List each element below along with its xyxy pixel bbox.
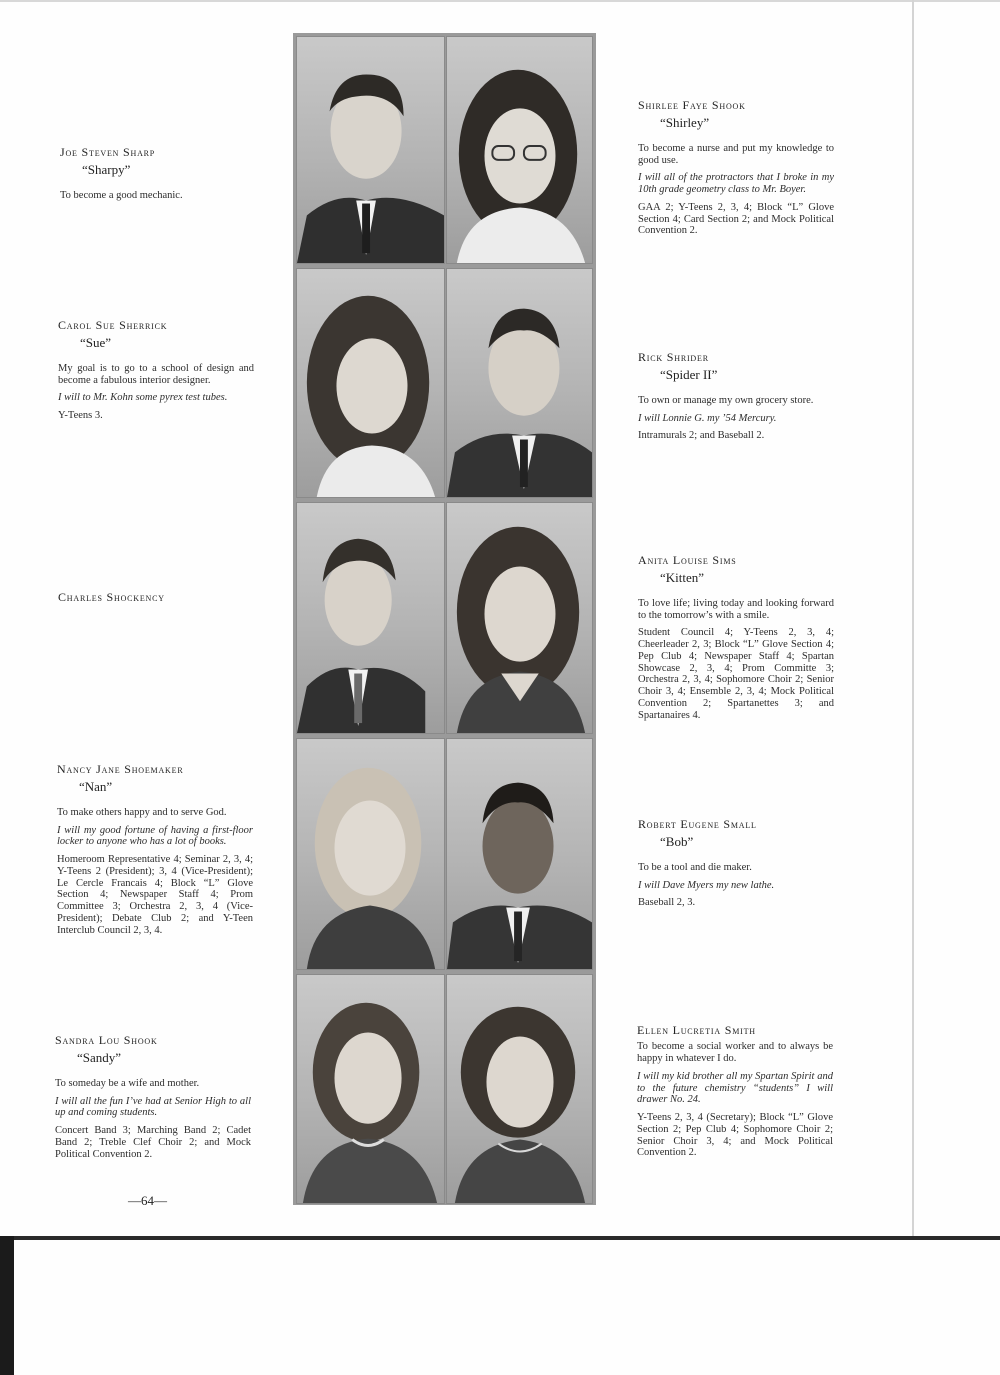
- student-name: Robert Eugene Small: [638, 817, 757, 831]
- student-goal: My goal is to go to a school of design and become a fabulous interior designer.: [58, 362, 254, 386]
- entry-anita-louise-sims: [638, 554, 834, 727]
- student-name: Rick Shrider: [638, 350, 709, 364]
- portrait-ellen-lucretia-smith: [446, 974, 593, 1204]
- student-nickname: “Sue”: [80, 335, 112, 351]
- scan-left-shadow: [0, 1236, 14, 1375]
- student-nickname: “Spider II”: [660, 367, 718, 383]
- portrait-nancy-jane-shoemaker: [296, 738, 445, 970]
- entry-nancy-jane-shoemaker: [57, 763, 253, 942]
- student-activities: Intramurals 2; and Baseball 2.: [638, 430, 765, 442]
- student-activities: Concert Band 3; Marching Band 2; Cadet Band 2; Treble Clef Choir 2; and Mock Political Convention 2.: [55, 1125, 251, 1160]
- student-activities: Homeroom Representative 4; Seminar 2, 3, 4; Y-Teens 2 (President); 3, 4 (Vice-President); Le Cercle Francais 4; Block “L” Glove Section 4; Newspaper Staff 4; Prom Committee 3; Orchestra 2, 3, 4 (Vice-President); Debate Club 2; and Y-Teen Interclub Council 2, 3, 4.: [57, 854, 253, 936]
- student-goal: To become a good mechanic.: [60, 189, 183, 201]
- entry-charles-shockency: [58, 591, 254, 608]
- student-will: I will all the fun I’ve had at Senior High to all up and coming students.: [55, 1095, 251, 1119]
- portrait-charles-shockency: [296, 502, 445, 734]
- student-will: I will Lonnie G. my ’54 Mercury.: [638, 412, 777, 424]
- student-goal: To be a tool and die maker.: [638, 861, 752, 873]
- student-name: Charles Shockency: [58, 590, 165, 604]
- student-activities: GAA 2; Y-Teens 2, 3, 4; Block “L” Glove Section 4; Card Section 2; and Mock Political Convention 2.: [638, 201, 834, 237]
- entry-joe-steven-sharp: [60, 146, 280, 208]
- portrait-sandra-lou-shook: [296, 974, 445, 1204]
- student-nickname: “Shirley”: [660, 115, 710, 131]
- student-nickname: “Bob”: [660, 834, 694, 850]
- entry-sandra-lou-shook: [55, 1034, 251, 1166]
- student-goal: To make others happy and to serve God.: [57, 806, 227, 818]
- scan-bottom-edge: [0, 1236, 1000, 1240]
- entry-ellen-lucretia-smith: [637, 1024, 833, 1165]
- entry-robert-eugene-small: [638, 818, 834, 915]
- student-name: Carol Sue Sherrick: [58, 318, 168, 332]
- student-name: Ellen Lucretia Smith: [637, 1023, 756, 1037]
- portrait-carol-sue-sherrick: [296, 268, 445, 498]
- student-activities: Baseball 2, 3.: [638, 897, 696, 909]
- page-number: —64—: [128, 1193, 167, 1208]
- student-goal: To love life; living today and looking forward to the tomorrow’s with a smile.: [638, 597, 834, 621]
- student-nickname: “Sharpy”: [82, 162, 131, 178]
- scan-right-edge: [912, 0, 914, 1240]
- student-will: I will Dave Myers my new lathe.: [638, 879, 775, 891]
- student-name: Anita Louise Sims: [638, 553, 737, 567]
- student-nickname: “Nan”: [79, 779, 113, 795]
- portrait-shirlee-faye-shook: [446, 36, 593, 264]
- student-will: I will my kid brother all my Spartan Spirit and to the future chemistry “students” I will drawer No. 24.: [637, 1070, 833, 1106]
- portrait-robert-eugene-small: [446, 738, 593, 970]
- student-name: Shirlee Faye Shook: [638, 98, 746, 112]
- student-name: Joe Steven Sharp: [60, 145, 156, 159]
- student-goal: To own or manage my own grocery store.: [638, 394, 814, 406]
- student-name: Nancy Jane Shoemaker: [57, 762, 184, 776]
- portrait-joe-steven-sharp: [296, 36, 445, 264]
- portrait-anita-louise-sims: [446, 502, 593, 734]
- student-activities: Y-Teens 2, 3, 4 (Secretary); Block “L” Glove Section 2; Pep Club 4; Sophomore Choir 2; Senior Choir 3, 4; and Mock Political Convention 2.: [637, 1112, 833, 1159]
- student-activities: Student Council 4; Y-Teens 2, 3, 4; Cheerleader 2, 3; Block “L” Glove Section 4; Pep Club 4; Newspaper Staff 4; Spartan Showcase 2, 3, 4; Prom Committe 3; Orchestra 2, 3, 4; Sophomore Choir 2; Senior Choir 3, 4; Ensemble 2, 3, 4; Mock Political Convention 2; Spartanettes 3; and Spartanaires 4.: [638, 627, 834, 721]
- student-will: I will my good fortune of having a first-floor locker to anyone who has a lot of books.: [57, 824, 253, 848]
- portrait-rick-shrider: [446, 268, 593, 498]
- entry-rick-shrider: [638, 351, 834, 448]
- student-goal: To become a social worker and to always be happy in whatever I do.: [637, 1041, 833, 1065]
- student-name: Sandra Lou Shook: [55, 1033, 158, 1047]
- entry-carol-sue-sherrick: [58, 319, 254, 428]
- student-nickname: “Sandy”: [77, 1050, 122, 1066]
- student-will: I will to Mr. Kohn some pyrex test tubes.: [58, 392, 228, 404]
- student-nickname: “Kitten”: [660, 570, 705, 586]
- scan-top-edge: [0, 0, 1000, 2]
- entry-shirlee-faye-shook: [638, 99, 834, 243]
- student-will: I will all of the protractors that I broke in my 10th grade geometry class to Mr. Boyer.: [638, 172, 834, 196]
- student-goal: To become a nurse and put my knowledge to good use.: [638, 142, 834, 166]
- student-goal: To someday be a wife and mother.: [55, 1077, 200, 1089]
- student-activities: Y-Teens 3.: [58, 410, 103, 422]
